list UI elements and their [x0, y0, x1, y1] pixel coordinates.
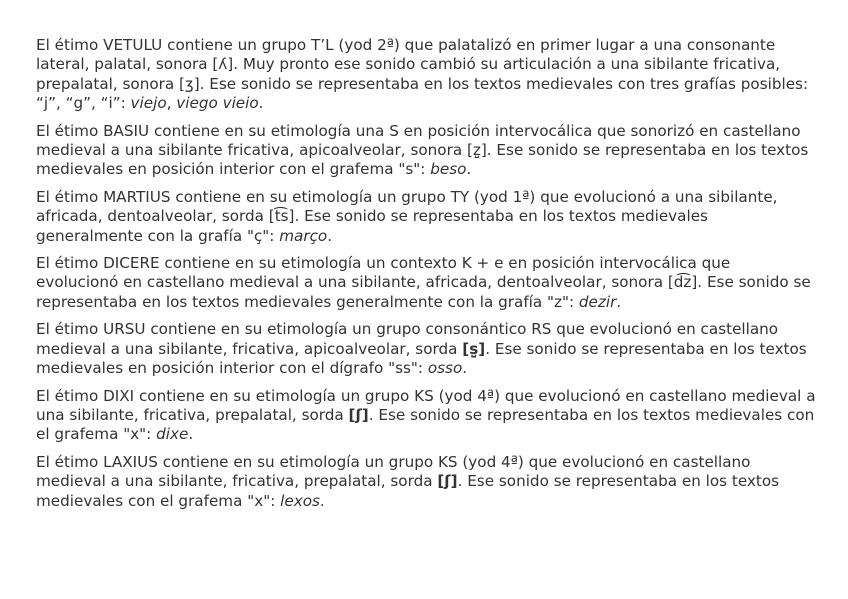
text-segment: El étimo LAXIUS contiene en su etimología un grupo KS (yod 4ª) que evolucionó en castellano medieval a una sibilante, fricativa, prepalatal, sorda	[36, 452, 751, 491]
paragraph-dicere	[36, 254, 816, 312]
text-segment: El étimo BASIU contiene en su etimología una S en posición intervocálica que sonorizó en castellano medieval a una sibilante fricativa, apicoalveolar, sonora [z̺]. Ese sonido se representaba en los textos medievales en posición interior con el grafema "s":	[36, 121, 809, 179]
example-word: lexos	[280, 491, 320, 510]
phonetic-symbol: [s̺]	[462, 339, 486, 358]
text-segment: .	[258, 94, 264, 113]
paragraph-basiu	[36, 122, 816, 180]
text-segment: . Ese sonido se representaba en los textos medievales con el grafema "x":	[36, 472, 780, 510]
text-segment: .	[319, 491, 325, 510]
example-word: dezir	[578, 292, 617, 311]
text-segment: .	[462, 359, 468, 378]
paragraph-dixi	[36, 387, 816, 445]
text-segment: .	[327, 226, 333, 245]
text-segment: El étimo VETULU contiene un grupo T’L (yod 2ª) que palatalizó en primer lugar a una consonante lateral, palatal, sonora [ʎ]. Muy pronto ese sonido cambió su articulación a una sibilante fricativa, prepalatal, sonora [ʒ]. Ese sonido se representaba en los textos medievales con tres grafías posibles: “j”, “g”, “i”:	[36, 36, 809, 113]
text-segment: .	[188, 425, 194, 444]
example-word: dixe	[156, 425, 189, 444]
text-segment: . Ese sonido se representaba en los textos medievales en posición interior con el dígrafo "ss":	[36, 339, 807, 378]
paragraph-laxius	[36, 453, 816, 511]
phonetic-symbol: [ʃ]	[348, 405, 369, 424]
phonetic-symbol: [ʃ]	[437, 472, 458, 491]
paragraph-vetulu	[36, 36, 816, 114]
example-word: beso	[430, 160, 467, 179]
example-word: março	[279, 226, 328, 245]
example-word: osso	[427, 359, 463, 378]
document-body	[36, 36, 816, 519]
paragraph-martius	[36, 188, 816, 246]
example-word: viejo	[130, 94, 167, 113]
text-segment: El étimo URSU contiene en su etimología un grupo consonántico RS que evolucionó en castellano medieval a una sibilante, fricativa, apicoalveolar, sorda	[36, 320, 779, 358]
text-segment: El étimo DIXI contiene en su etimología un grupo KS (yod 4ª) que evolucionó en castellano medieval a una sibilante, fricativa, prepalatal, sorda	[36, 386, 816, 424]
text-segment: . Ese sonido se representaba en los textos medievales con el grafema "x":	[36, 405, 815, 444]
example-word: viego vieio	[176, 94, 259, 113]
text-segment: .	[466, 160, 472, 179]
paragraph-ursu	[36, 320, 816, 378]
text-segment: El étimo MARTIUS contiene en su etimología un grupo TY (yod 1ª) que evolucionó a una sibilante, africada, dentoalveolar, sorda [t͡s]. Ese sonido se representaba en los textos medievales generalmente con la grafía "ç":	[36, 187, 778, 245]
text-segment: El étimo DICERE contiene en su etimología un contexto K + e en posición intervocálica que evolucionó en castellano medieval a una sibilante, africada, dentoalveolar, sonora [d͡z]. Ese sonido se representaba en los textos medievales generalmente con la grafía "z":	[36, 254, 811, 311]
text-segment: .	[616, 292, 622, 311]
text-segment: ,	[166, 94, 177, 113]
